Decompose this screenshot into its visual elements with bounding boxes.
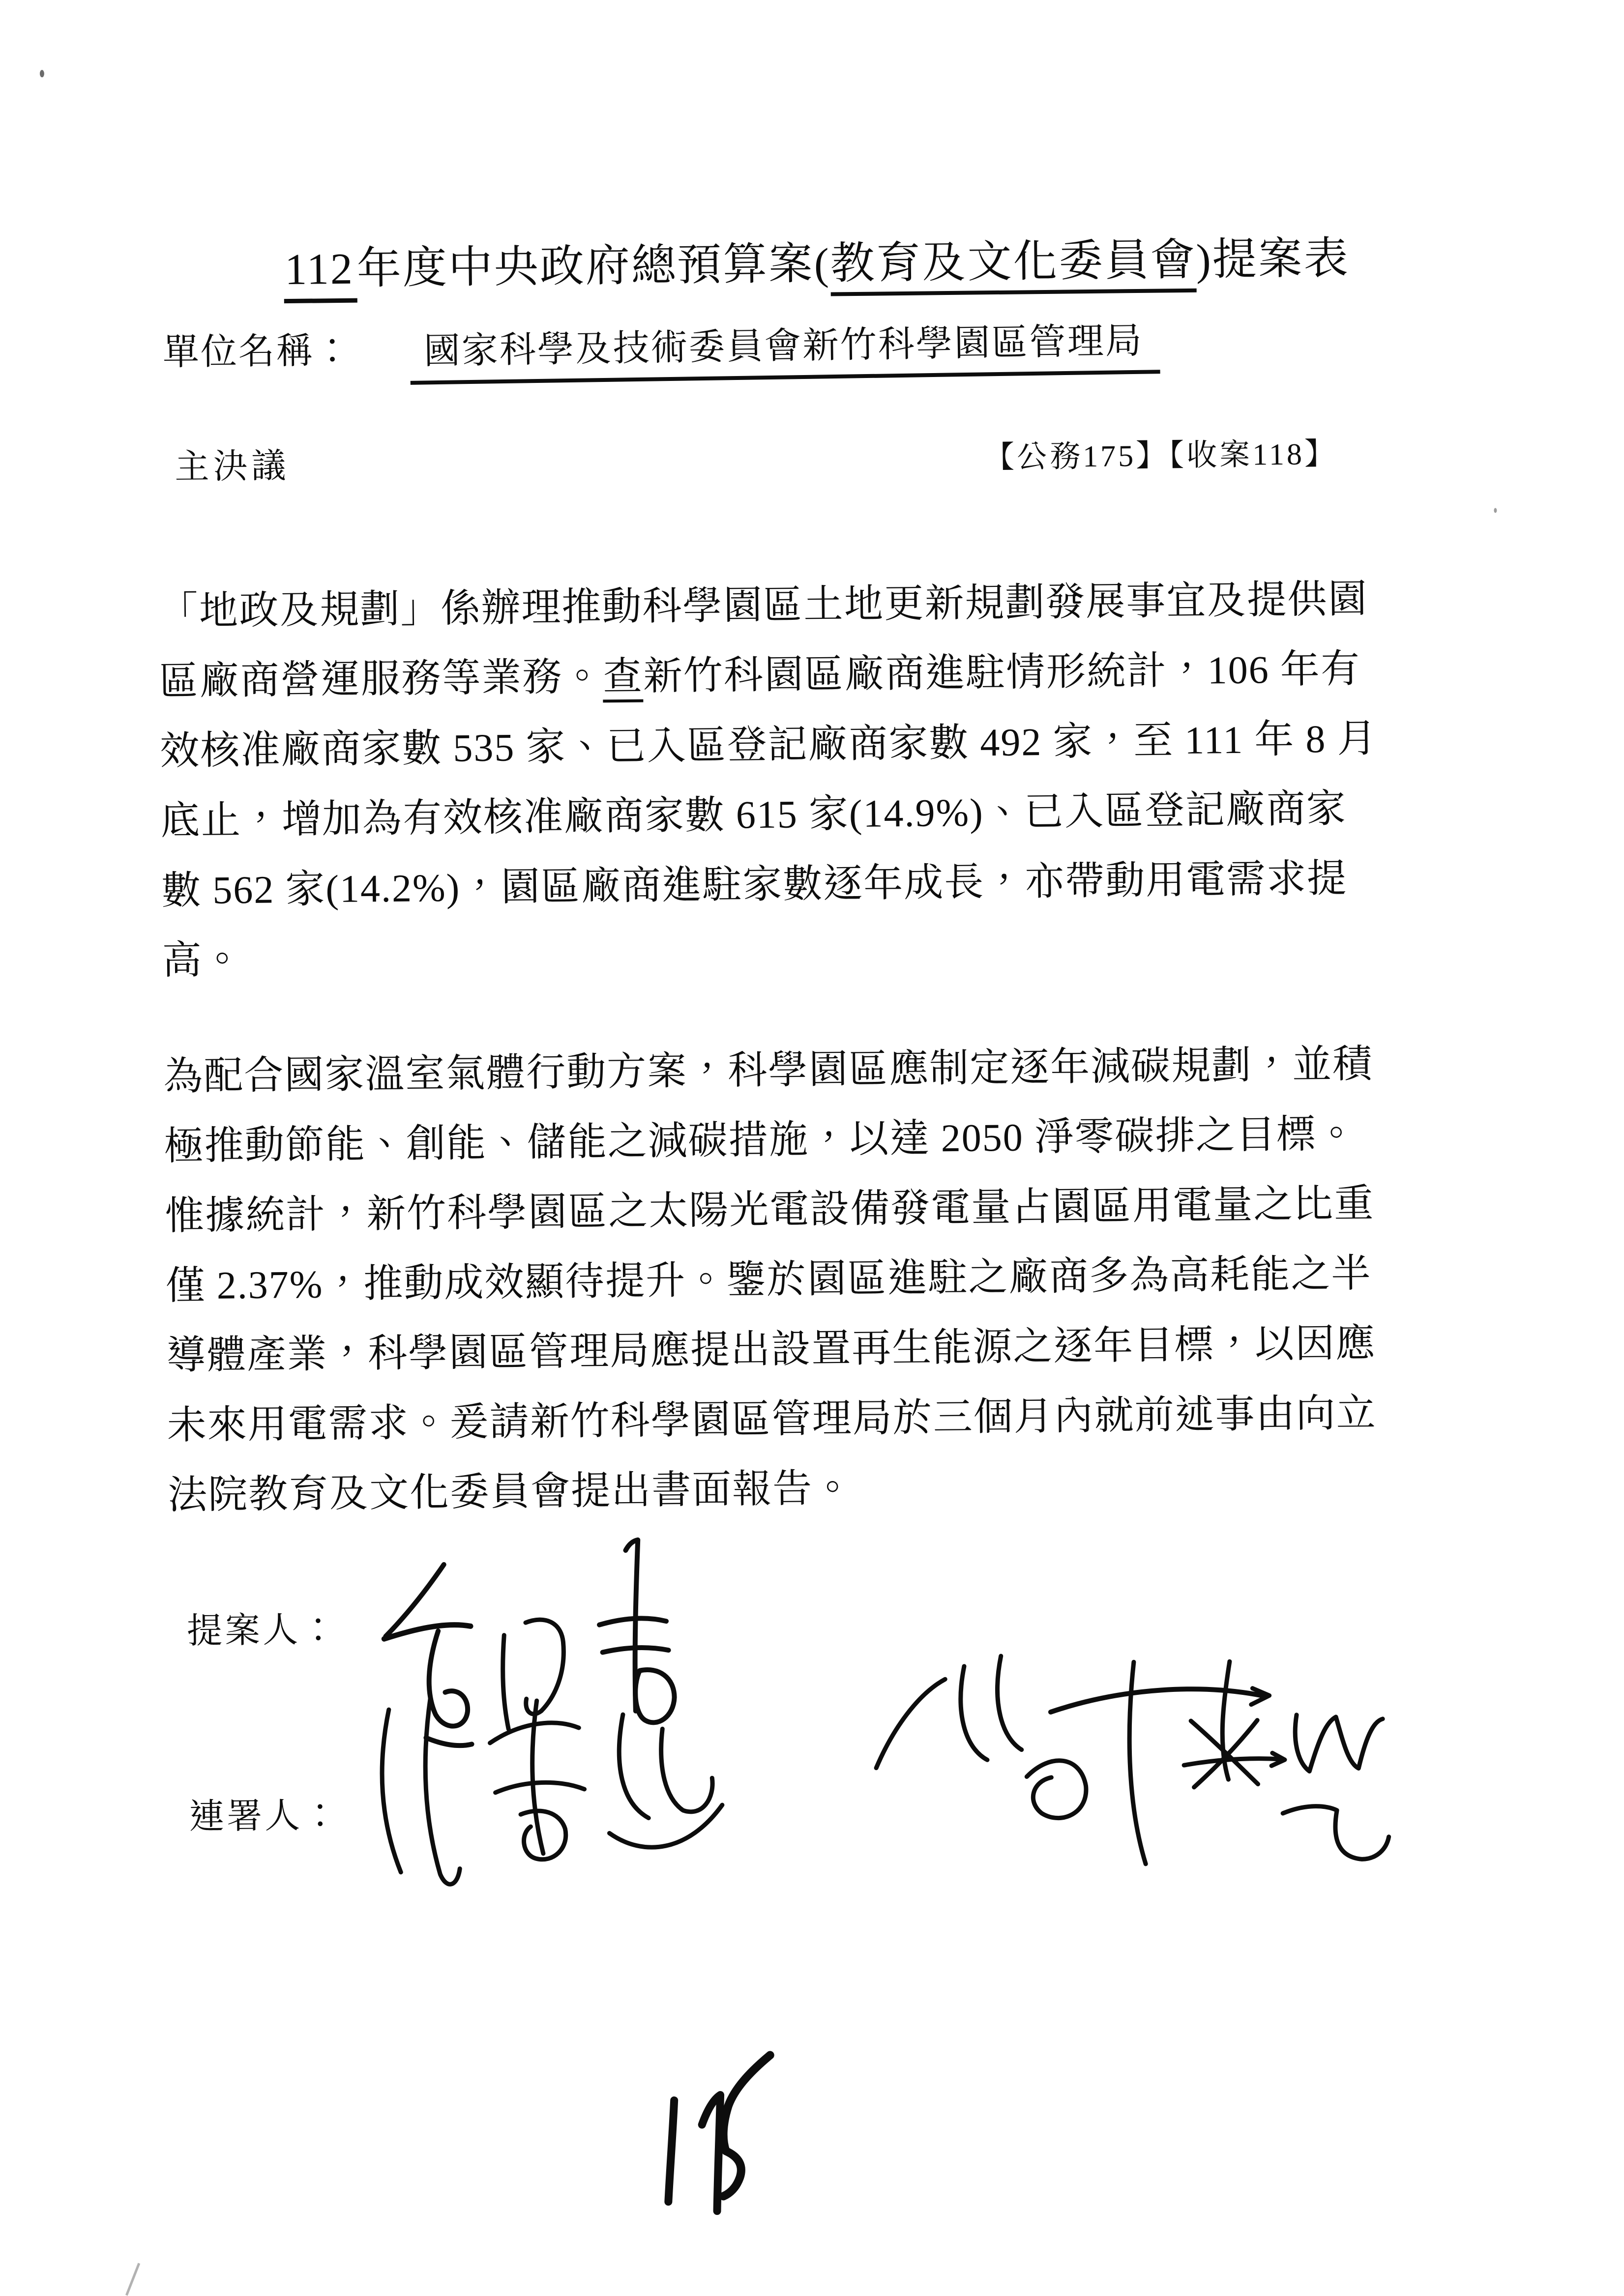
scan-artifact	[1494, 508, 1497, 513]
scan-artifact	[40, 70, 44, 77]
case-count-tags	[984, 429, 1338, 477]
paragraph-2-line: 惟據統計，新竹科學園區之太陽光電設備發電量占園區用電量之比重	[164, 1182, 1375, 1238]
paragraph-2-line: 僅 2.37%，推動成效顯待提升。鑒於園區進駐之廠商多為高耗能之半	[165, 1252, 1372, 1308]
case-tag-official: 【公務175】	[983, 439, 1169, 475]
paragraph-1-line: 數 562 家(14.2%)，園區廠商進駐家數逐年成長，亦帶動用電需求提	[161, 857, 1348, 913]
paragraph-1	[158, 564, 1380, 996]
paragraph-1-line: 底止，增加為有效核准廠商家數 615 家(14.9%)、已入區登記廠商家	[160, 787, 1347, 843]
paragraph-2-line: 未來用電需求。爰請新竹科學園區管理局於三個月內就前述事由向立	[167, 1392, 1377, 1448]
paragraph-2-line: 極推動節能、創能、儲能之減碳措施，以達 2050 淨零碳排之目標。	[164, 1112, 1358, 1168]
committee-name: 教育及文化委員會	[830, 236, 1196, 296]
proposer-label: 提案人：	[186, 1610, 339, 1651]
cosigner-signature-2	[838, 1615, 1421, 1886]
paragraph-1-line: 高。	[162, 938, 243, 983]
paragraph-1-line: 效核准廠商家數 535 家、已入區登記廠商家數 492 家，至 111 年 8 月	[159, 717, 1378, 773]
unit-name-row	[162, 321, 1160, 386]
cosigner-signature-1	[347, 1684, 742, 1894]
paragraph-1-line	[159, 634, 1377, 717]
paragraph-2-line: 為配合國家溫室氣體行動方案，科學園區應制定逐年減碳規劃，並積	[163, 1043, 1373, 1099]
paragraph-2-line: 導體產業，科學園區管理局應提出設置再生能源之逐年目標，以因應	[166, 1322, 1376, 1378]
p1-l2-pre: 區廠商營運服務等業務。	[159, 655, 603, 703]
page-number	[643, 2040, 822, 2219]
p1-l2-underlined-char: 查	[602, 655, 643, 703]
document-title	[284, 233, 1350, 295]
title-text-pre: 年度中央政府總預算案(	[356, 239, 831, 293]
cosigner-label: 連署人：	[188, 1796, 341, 1837]
unit-name-label: 單位名稱：	[162, 330, 353, 373]
paragraph-2-line: 法院教育及文化委員會提出書面報告。	[167, 1467, 854, 1517]
scan-artifact	[125, 2263, 161, 2296]
paragraph-1-line: 「地政及規劃」係辦理推動科學園區土地更新規劃發展事宜及提供園	[158, 578, 1368, 634]
p1-l2-post: 新竹科園區廠商進駐情形統計，106 年有	[643, 647, 1361, 698]
title-text-post: )提案表	[1196, 234, 1350, 285]
fiscal-year: 112	[284, 245, 357, 304]
unit-name-value: 國家科學及技術委員會新竹科學園區管理局	[410, 319, 1160, 384]
paragraph-2	[163, 1029, 1378, 1531]
resolution-type-label: 主決議	[174, 447, 290, 487]
case-tag-received: 【收案118】	[1168, 437, 1338, 473]
